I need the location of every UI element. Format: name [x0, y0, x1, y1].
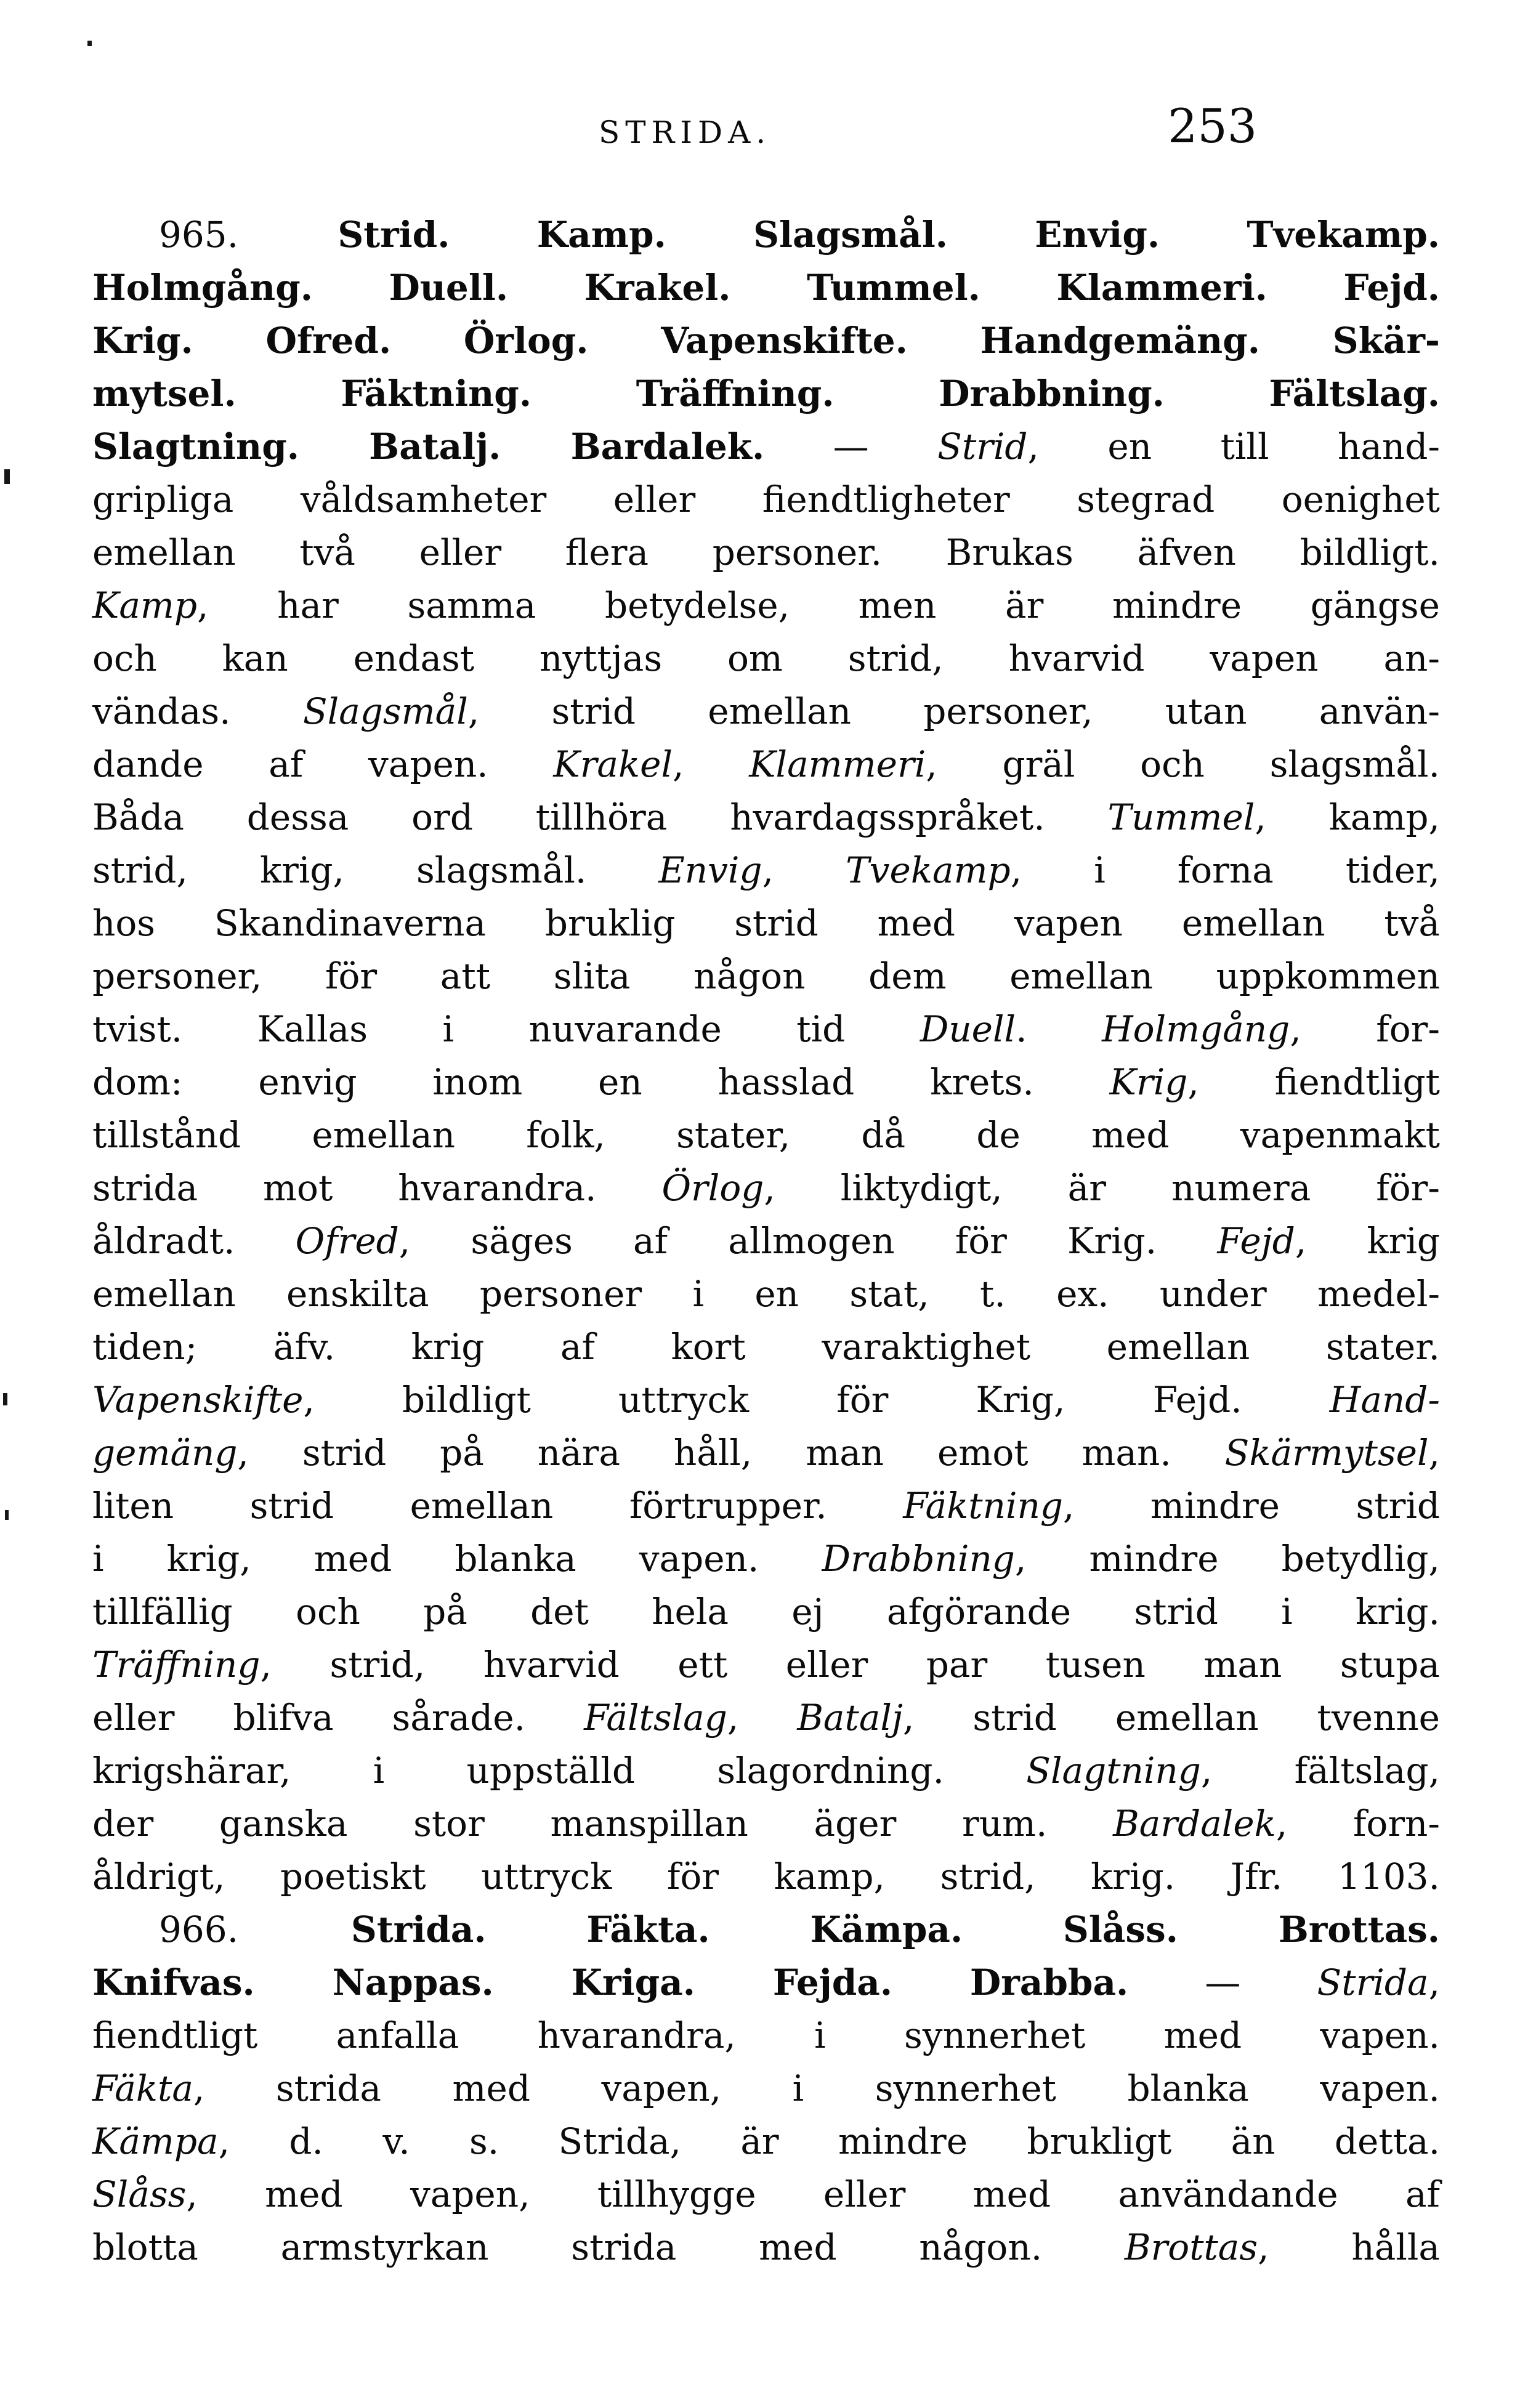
text-line	[92, 314, 1440, 367]
term-italic: Träffning	[92, 1644, 261, 1686]
body-text: krigshärar, i uppställd slagordning.	[92, 1750, 1027, 1792]
body-text: emellan två eller flera personer. Brukas äfven bildligt.	[92, 531, 1440, 573]
term-italic: Fältslag	[584, 1697, 727, 1739]
text-line	[92, 1109, 1440, 1162]
text-line	[92, 2062, 1440, 2115]
text-line	[92, 685, 1440, 738]
text-line	[92, 1267, 1440, 1320]
text-line	[92, 1691, 1440, 1744]
term-italic: Strida	[1317, 1962, 1429, 2003]
text-line	[92, 844, 1440, 897]
body-text: dande af vapen.	[92, 743, 554, 785]
term-italic: Slagtning	[1026, 1750, 1201, 1792]
body-text: gripliga våldsamheter eller fiendtligheter stegrad oenighet	[92, 479, 1440, 520]
body-text: , strid på nära håll, man emot man.	[237, 1432, 1225, 1474]
term-italic: Hand-	[1329, 1379, 1440, 1421]
text-line	[92, 367, 1440, 420]
text-line	[92, 1056, 1440, 1109]
term-italic: Krig	[1109, 1061, 1188, 1103]
headword-text: Slagtning. Batalj. Bardalek.	[92, 426, 765, 467]
body-text: dom: envig inom en hasslad krets.	[92, 1061, 1110, 1103]
body-text: vändas.	[92, 690, 303, 732]
text-line	[92, 2168, 1440, 2221]
text-line	[92, 1532, 1440, 1585]
text-line	[92, 897, 1440, 950]
body-text: ,	[727, 1697, 798, 1739]
body-text: , strida med vapen, i synnerhet blanka vapen.	[193, 2067, 1440, 2109]
text-line	[92, 1850, 1440, 1903]
body-text: , har samma betydelse, men är mindre gängse	[197, 584, 1440, 626]
body-text: , säges af allmogen för Krig.	[398, 1220, 1218, 1262]
text-line	[92, 1214, 1440, 1267]
body-text: 966.	[159, 1909, 239, 1950]
term-italic: Strid	[937, 426, 1028, 467]
text-line	[92, 1744, 1440, 1797]
term-italic: Bardalek	[1113, 1803, 1276, 1844]
text-line	[92, 1903, 1440, 1956]
text-line	[92, 2115, 1440, 2168]
term-italic: Fejd	[1217, 1220, 1295, 1262]
term-italic: Slåss	[92, 2173, 187, 2215]
body-text: tiden; äfv. krig af kort varaktighet emellan stater.	[92, 1326, 1440, 1368]
body-text: fiendtligt anfalla hvarandra, i synnerhet med vapen.	[92, 2014, 1440, 2056]
body-text: och kan endast nyttjas om strid, hvarvid vapen an-	[92, 637, 1440, 679]
body-text: , mindre strid	[1062, 1485, 1440, 1527]
body-text: —	[764, 426, 938, 467]
text-line	[92, 2009, 1440, 2062]
text-block	[92, 208, 1440, 2274]
body-text: emellan enskilta personer i en stat, t. ex. under medel-	[92, 1273, 1440, 1315]
body-text: , liktydigt, är numera för-	[764, 1167, 1440, 1209]
body-text: liten strid emellan förtrupper.	[92, 1485, 904, 1527]
page-title: STRIDA.	[599, 115, 772, 150]
body-text: strid, krig, slagsmål.	[92, 849, 659, 891]
body-text: —	[1128, 1962, 1317, 2003]
term-italic: Slagsmål	[302, 690, 468, 732]
text-line	[92, 208, 1440, 261]
term-italic: Kämpa	[92, 2120, 219, 2162]
text-line	[92, 1003, 1440, 1056]
term-italic: Duell	[920, 1008, 1016, 1050]
text-line	[92, 1373, 1440, 1426]
body-text: åldrigt, poetiskt uttryck för kamp, strid, krig. Jfr. 1103.	[92, 1856, 1440, 1897]
text-line	[92, 1479, 1440, 1532]
term-italic: Drabbning	[822, 1538, 1015, 1580]
body-text: tillstånd emellan folk, stater, då de med vapenmakt	[92, 1114, 1440, 1156]
text-line	[92, 473, 1440, 526]
term-italic: Klammeri	[749, 743, 926, 785]
term-italic: Brottas	[1124, 2226, 1258, 2268]
text-line	[92, 1320, 1440, 1373]
term-italic: Batalj	[797, 1697, 903, 1739]
body-text: , gräl och slagsmål.	[926, 743, 1440, 785]
text-line	[92, 526, 1440, 579]
body-text: i krig, med blanka vapen.	[92, 1538, 822, 1580]
body-text: 965.	[159, 214, 239, 256]
term-italic: Fäkta	[92, 2067, 193, 2109]
body-text: .	[1016, 1008, 1102, 1050]
text-line	[92, 1426, 1440, 1479]
headword-text: mytsel. Fäktning. Träffning. Drabbning. Fältslag.	[92, 373, 1440, 414]
scan-artifact	[87, 41, 92, 46]
body-text: blotta armstyrkan strida med någon.	[92, 2226, 1125, 2268]
term-italic: Örlog	[661, 1167, 764, 1209]
body-text: personer, för att slita någon dem emellan uppkommen	[92, 955, 1440, 997]
body-text: , strid emellan personer, utan använ-	[467, 690, 1440, 732]
body-text: der ganska stor manspillan äger rum.	[92, 1803, 1114, 1844]
body-text: ,	[673, 743, 750, 785]
body-text: , strid, hvarvid ett eller par tusen man stupa	[260, 1644, 1440, 1686]
text-line	[92, 632, 1440, 685]
body-text: , hålla	[1258, 2226, 1440, 2268]
term-italic: Vapenskifte	[92, 1379, 304, 1421]
body-text: hos Skandinaverna bruklig strid med vapen emellan två	[92, 902, 1440, 944]
term-italic: Skärmytsel	[1224, 1432, 1429, 1474]
body-text: ,	[762, 849, 846, 891]
text-line	[92, 738, 1440, 791]
term-italic: Tvekamp	[846, 849, 1011, 891]
text-line	[92, 1162, 1440, 1214]
headword-text: Strida. Fäkta. Kämpa. Slåss. Brottas.	[251, 1909, 1440, 1950]
text-line	[92, 1956, 1440, 2009]
scan-artifact	[5, 1510, 9, 1520]
body-text: , krig	[1295, 1220, 1440, 1262]
body-text: , fältslag,	[1200, 1750, 1441, 1792]
body-text: eller blifva sårade.	[92, 1697, 584, 1739]
body-text: , strid emellan tvenne	[902, 1697, 1440, 1739]
term-italic: Fäktning	[903, 1485, 1063, 1527]
term-italic: Krakel	[553, 743, 673, 785]
term-italic: Ofred	[295, 1220, 399, 1262]
headword-text: Strid. Kamp. Slagsmål. Envig. Tvekamp.	[251, 214, 1440, 256]
body-text: strida mot hvarandra.	[92, 1167, 662, 1209]
text-line	[92, 2221, 1440, 2274]
body-text: åldradt.	[92, 1220, 296, 1262]
text-line	[92, 1797, 1440, 1850]
body-text: ,	[1428, 1432, 1440, 1474]
body-text: , bildligt uttryck för Krig, Fejd.	[303, 1379, 1330, 1421]
term-italic: Holmgång	[1102, 1008, 1290, 1050]
text-line	[92, 1638, 1440, 1691]
body-text: , d. v. s. Strida, är mindre brukligt än detta.	[218, 2120, 1440, 2162]
scan-artifact	[4, 469, 10, 484]
body-text: , i forna tider,	[1010, 849, 1440, 891]
term-italic: Envig	[658, 849, 762, 891]
headword-text: Krig. Ofred. Örlog. Vapenskifte. Handgemäng. Skär-	[92, 320, 1440, 362]
text-line	[92, 791, 1440, 844]
term-italic: gemäng	[92, 1432, 238, 1474]
page-number: 253	[1168, 99, 1258, 153]
body-text: ,	[1428, 1962, 1441, 2003]
text-line	[92, 579, 1440, 632]
body-text: Båda dessa ord tillhöra hvardagsspråket.	[92, 796, 1108, 838]
text-line	[92, 261, 1440, 314]
text-line	[92, 420, 1440, 473]
headword-text: Knifvas. Nappas. Kriga. Fejda. Drabba.	[92, 1962, 1129, 2003]
running-header	[0, 99, 1520, 166]
term-italic: Tummel	[1107, 796, 1255, 838]
headword-text: Holmgång. Duell. Krakel. Tummel. Klammeri. Fejd.	[92, 267, 1440, 309]
body-text: tvist. Kallas i nuvarande tid	[92, 1008, 920, 1050]
body-text: , for-	[1290, 1008, 1440, 1050]
body-text: tillfällig och på det hela ej afgörande strid i krig.	[92, 1591, 1440, 1633]
body-text: , mindre betydlig,	[1014, 1538, 1440, 1580]
term-italic: Kamp	[92, 584, 198, 626]
body-text: , kamp,	[1255, 796, 1440, 838]
text-line	[92, 950, 1440, 1003]
scan-artifact	[3, 1393, 7, 1405]
text-line	[92, 1585, 1440, 1638]
body-text: , en till hand-	[1027, 426, 1440, 467]
body-text: , fiendtligt	[1187, 1061, 1440, 1103]
body-text: , forn-	[1275, 1803, 1441, 1844]
body-text: , med vapen, tillhygge eller med användande af	[186, 2173, 1440, 2215]
